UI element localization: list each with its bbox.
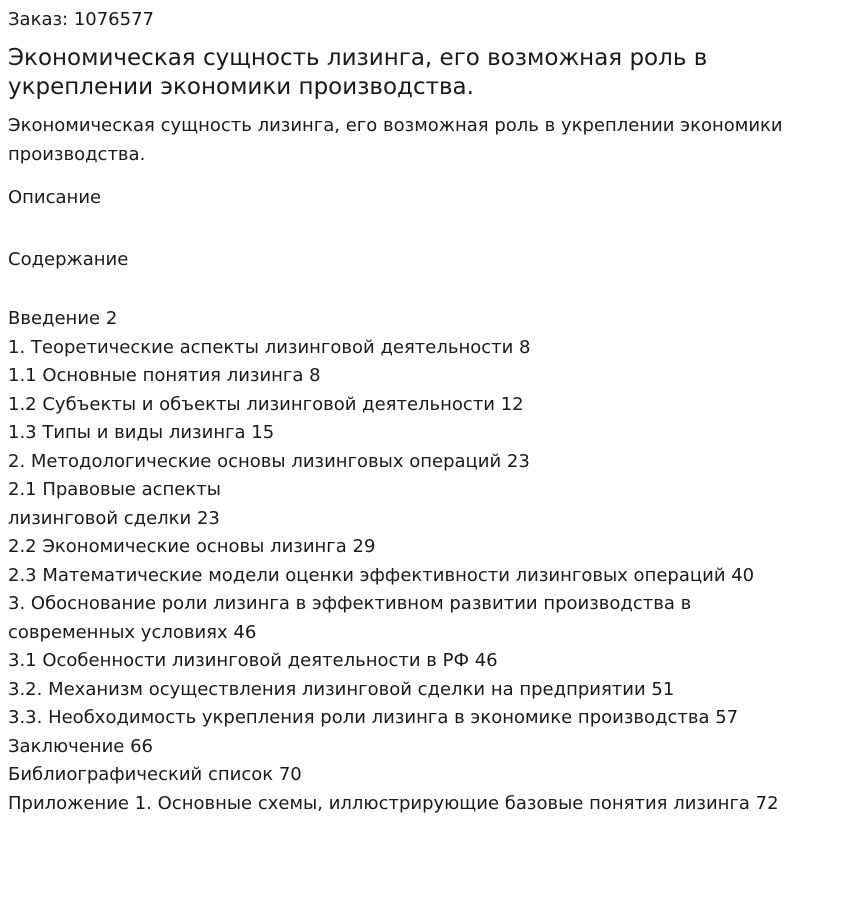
toc-line: Заключение 66 <box>8 735 153 757</box>
toc-line: Библиографический список 70 <box>8 764 302 785</box>
toc-line: 3.3. Необходимость укрепления роли лизинга в экономике производства 57 <box>8 707 739 728</box>
toc-line: 3.2. Механизм осуществления лизинговой сделки на предприятии 51 <box>8 678 675 700</box>
toc-line: Приложение 1. Основные схемы, иллюстрирующие базовые понятия лизинга 72 <box>8 792 779 814</box>
toc-line: Введение 2 <box>8 308 118 329</box>
toc-line: 1.3 Типы и виды лизинга 15 <box>8 422 275 443</box>
description-label: Описание <box>8 187 102 208</box>
toc-line: 1. Теоретические аспекты лизинговой деятельности 8 <box>8 336 531 358</box>
page-title: Экономическая сущность лизинга, его возможная роль в укреплении экономики производства. <box>8 45 708 100</box>
table-of-contents <box>8 305 839 818</box>
contents-label: Содержание <box>8 249 129 270</box>
toc-line: 1.1 Основные понятия лизинга 8 <box>8 365 321 386</box>
order-number: Заказ: 1076577 <box>8 9 154 30</box>
toc-line: лизинговой сделки 23 <box>8 507 220 529</box>
toc-line: 2.1 Правовые аспекты <box>8 479 221 500</box>
toc-line: 1.2 Субъекты и объекты лизинговой деятельности 12 <box>8 393 524 415</box>
page-subtitle: Экономическая сущность лизинга, его возможная роль в укреплении экономики производства. <box>8 115 783 165</box>
toc-line: 2. Методологические основы лизинговых операций 23 <box>8 450 530 472</box>
toc-line: 3. Обоснование роли лизинга в эффективном развитии производства в <box>8 593 692 614</box>
toc-line: современных условиях 46 <box>8 621 257 643</box>
toc-line: 2.3 Математические модели оценки эффективности лизинговых операций 40 <box>8 564 755 586</box>
toc-line: 2.2 Экономические основы лизинга 29 <box>8 536 376 557</box>
toc-line: 3.1 Особенности лизинговой деятельности в РФ 46 <box>8 650 498 671</box>
